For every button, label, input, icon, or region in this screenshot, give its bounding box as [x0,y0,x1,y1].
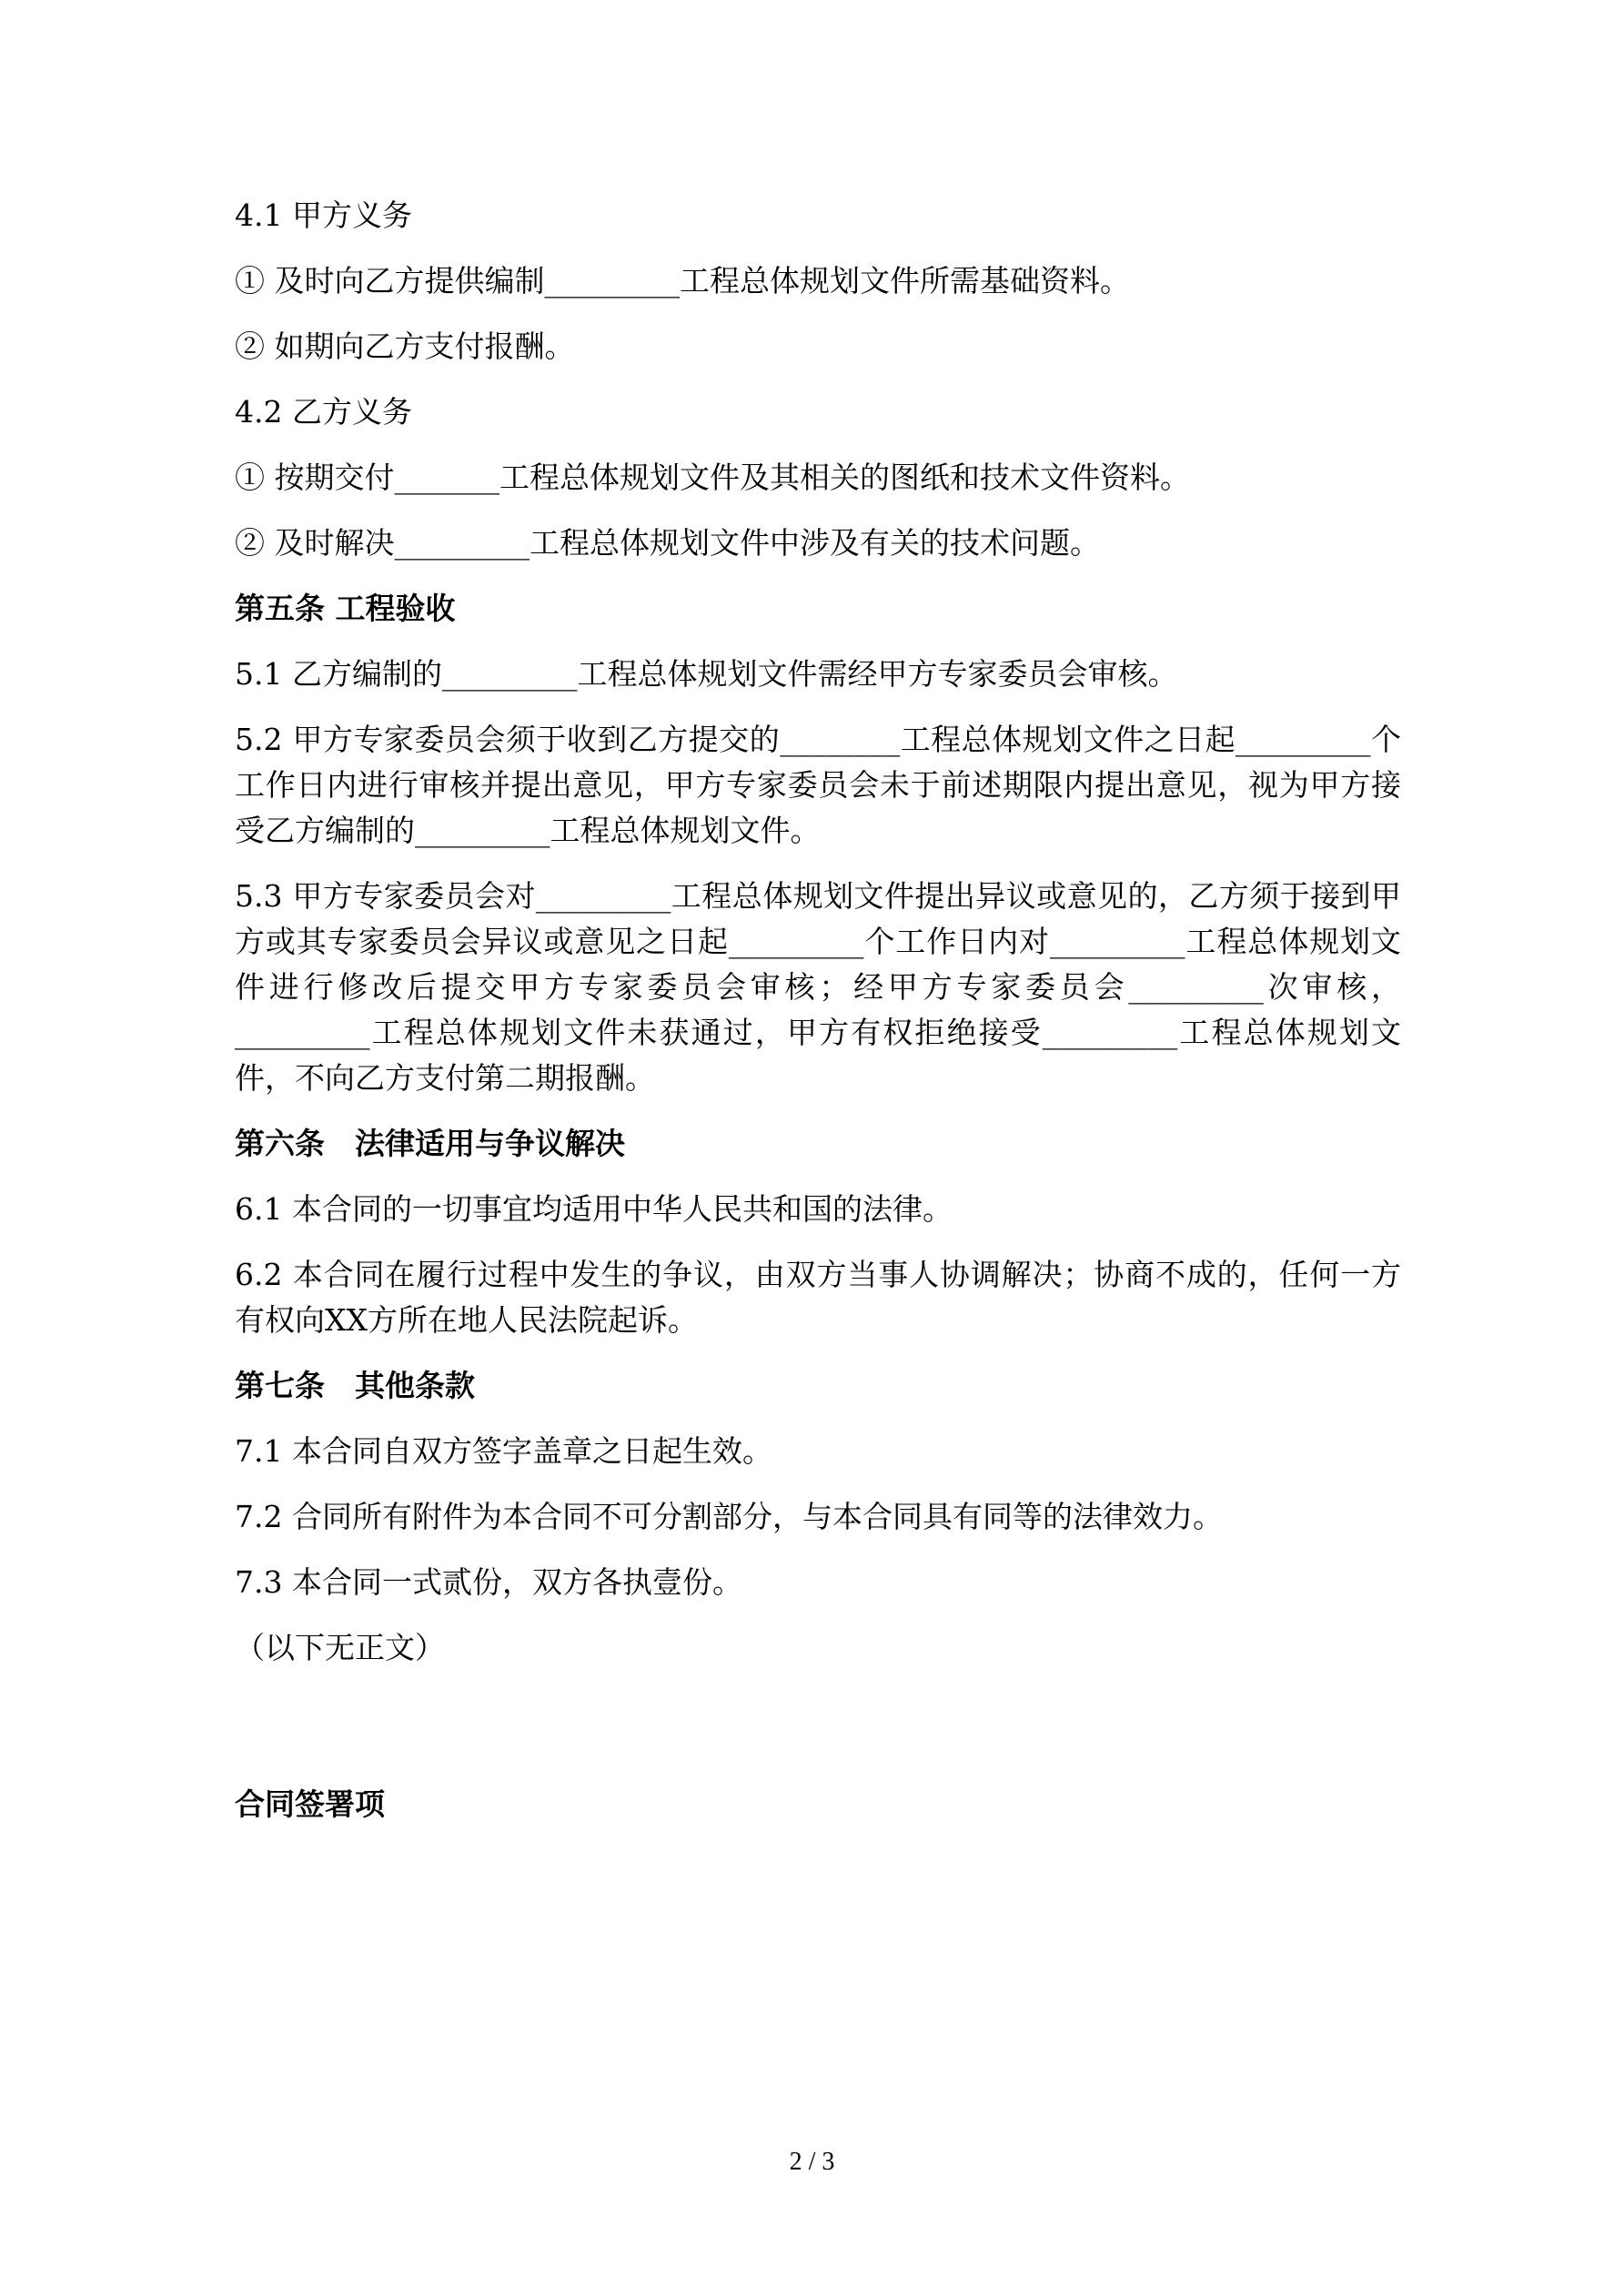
document-body [235,193,1401,1847]
clause-4-2-item-1: ① 按期交付_______工程总体规划文件及其相关的图纸和技术文件资料。 [235,460,1190,495]
clause-4-1-item-1: ① 及时向乙方提供编制_________工程总体规划文件所需基础资料。 [235,263,1130,298]
page-number: 2 / 3 [789,2148,835,2176]
clause-6-2: 6.2 本合同在履行过程中发生的争议，由双方当事人协调解决；协商不成的，任何一方有权向XX方所在地人民法院起诉。 [235,1257,1401,1338]
end-of-text-note: （以下无正文） [235,1630,445,1665]
clause-4-1-heading: 4.1 甲方义务 [235,197,412,233]
article-6-heading: 第六条 法律适用与争议解决 [235,1126,625,1161]
article-7-heading: 第七条 其他条款 [235,1368,475,1403]
blank-spacer [235,1691,1401,1782]
clause-5-3: 5.3 甲方专家委员会对_________工程总体规划文件提出异议或意见的，乙方须于接到甲方或其专家委员会异议或意见之日起_________个工作日内对_________工程总体规划文件进行修改后提交甲方专家委员会审核；经甲方专家委员会_________次审核，_________工程总体规划文件未获通过，甲方有权拒绝接受_________工程总体规划文件，不向乙方支付第二期报酬。 [235,878,1401,1096]
signature-heading: 合同签署项 [235,1786,385,1822]
article-5-heading: 第五条 工程验收 [235,591,456,626]
clause-7-3: 7.3 本合同一式贰份，双方各执壹份。 [235,1564,742,1600]
clause-4-2-item-2: ② 及时解决_________工程总体规划文件中涉及有关的技术问题。 [235,525,1100,561]
clause-4-2-heading: 4.2 乙方义务 [235,394,412,430]
clause-7-1: 7.1 本合同自双方签字盖章之日起生效。 [235,1433,772,1469]
clause-7-2: 7.2 合同所有附件为本合同不可分割部分，与本合同具有同等的法律效力。 [235,1499,1223,1534]
clause-5-1: 5.1 乙方编制的_________工程总体规划文件需经甲方专家委员会审核。 [235,656,1178,692]
clause-4-1-item-2: ② 如期向乙方支付报酬。 [235,329,575,364]
clause-6-1: 6.1 本合同的一切事宜均适用中华人民共和国的法律。 [235,1191,953,1227]
clause-5-2: 5.2 甲方专家委员会须于收到乙方提交的________工程总体规划文件之日起_________个工作日内进行审核并提出意见，甲方专家委员会未于前述期限内提出意见，视为甲方接受乙方编制的_________工程总体规划文件。 [235,722,1401,848]
